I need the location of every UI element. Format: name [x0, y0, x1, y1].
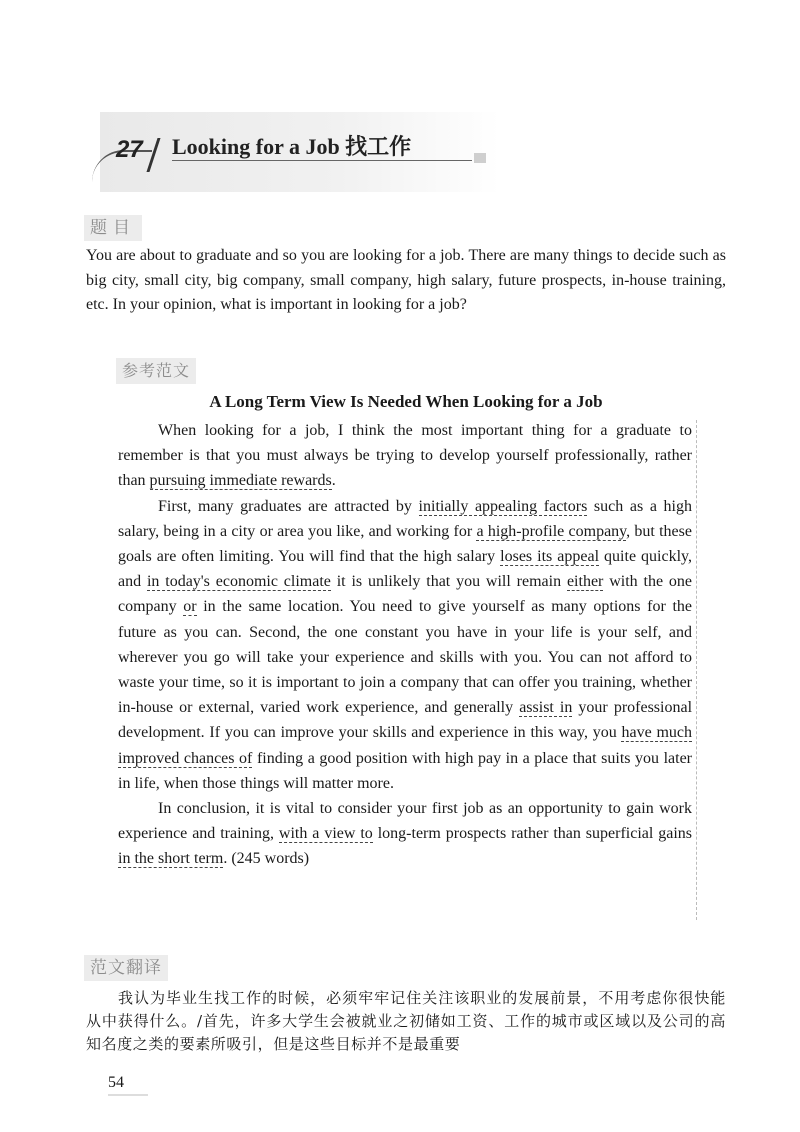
underlined-phrase: a high-profile company: [476, 522, 627, 540]
underlined-phrase: in the short term: [118, 850, 224, 868]
essay-paragraph-2: [118, 494, 692, 796]
essay-text: First, many graduates are attracted by: [158, 497, 419, 515]
section-label-model-essay: 参考范文: [116, 358, 196, 384]
underlined-phrase: initially appealing factors: [418, 497, 588, 515]
essay-body: [118, 418, 692, 872]
essay-text: In conclusion, it is vital to consider your first job as an opportunity to gain work experience and training,: [118, 800, 692, 843]
essay-text: When looking for a job, I think the most important thing for a graduate to remember is that you must always be trying to develop yourself professionally, rather than: [118, 422, 692, 490]
title-underline: [172, 160, 472, 161]
essay-text: .: [331, 472, 336, 490]
title-end-square: [474, 153, 486, 163]
margin-dashed-rule: [696, 420, 697, 920]
section-label-topic: 题目: [84, 215, 142, 241]
underlined-phrase: assist in: [519, 699, 573, 717]
essay-paragraph-3: [118, 796, 692, 872]
essay-text: such as a high salary, being in a city or area you like, and working for: [118, 497, 692, 540]
footer-mark: [108, 1094, 148, 1096]
section-label-translation: 范文翻译: [84, 955, 168, 981]
underlined-phrase: either: [566, 573, 604, 591]
essay-text: with the one company: [118, 573, 693, 616]
page-number: 54: [108, 1074, 124, 1091]
essay-text: your professional development. If you can improve your skills and experience in this way, you: [118, 699, 693, 742]
essay-text: , but these goals are often limiting. You will find that the high salary: [118, 522, 692, 566]
essay-text: . (245 words): [223, 850, 310, 868]
unit-number: 27: [116, 136, 143, 163]
underlined-phrase: with a view to: [278, 825, 373, 843]
underlined-phrase: pursuing immediate rewards: [149, 472, 332, 490]
underlined-phrase: in today's economic climate: [146, 573, 331, 591]
essay-paragraph-1: [118, 418, 692, 494]
essay-text: finding a good position with high pay in a place that suits you later in life, when those things will matter more.: [118, 749, 693, 792]
essay-text: in the same location. You need to give yourself as many options for the future as you can. Second, the one constant you have in your life is your self, and wherever you go will take your experience and skills with you. You can not afford to waste your time, so it is important to join a company that can offer you training, whether in-house or external, varied work experience, and generally: [118, 598, 692, 717]
essay-translation: 我认为毕业生找工作的时候，必须牢牢记住关注该职业的发展前景，不用考虑你很快能从中获得什么。/首先，许多大学生会被就业之初储如工资、工作的城市或区域以及公司的高知名度之类的要素所吸引，但是这些目标并不是最重要: [86, 989, 726, 1053]
underlined-phrase: loses its appeal: [500, 548, 600, 566]
underlined-phrase: have much improved chances of: [118, 724, 693, 767]
underlined-phrase: or: [183, 598, 197, 616]
chapter-title: Looking for a Job 找工作: [172, 134, 412, 159]
essay-text: long-term prospects rather than superficial gains: [372, 825, 693, 843]
writing-prompt: You are about to graduate and so you are looking for a job. There are many things to decide such as big city, small city, big company, small company, high salary, future prospects, in-house training, etc. In your opinion, what is important in looking for a job?: [86, 247, 726, 313]
essay-text: quite quickly, and: [118, 548, 693, 591]
essay-text: it is unlikely that you will remain: [330, 573, 567, 591]
essay-title: A Long Term View Is Needed When Looking for a Job: [209, 392, 603, 411]
